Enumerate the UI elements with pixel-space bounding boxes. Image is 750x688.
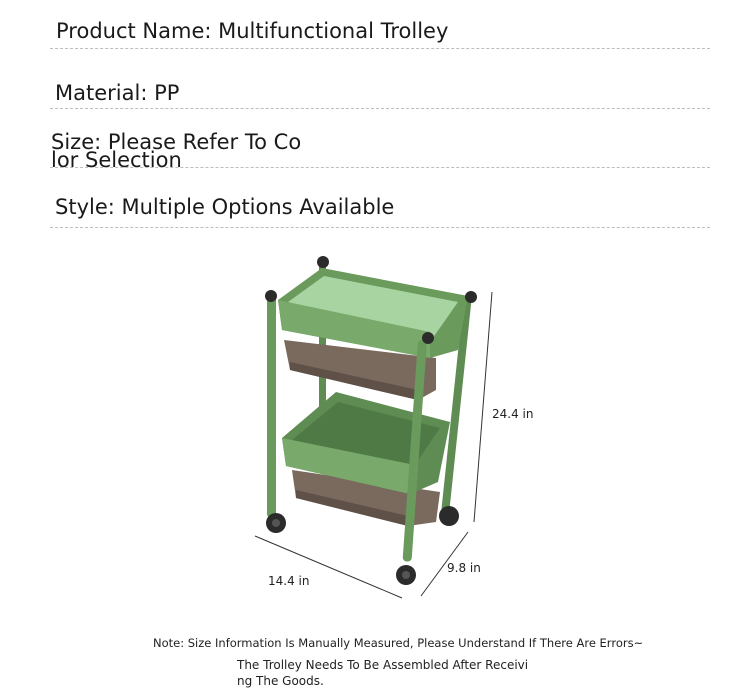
divider <box>50 227 710 228</box>
product-name-line: Product Name: Multifunctional Trolley <box>56 19 449 43</box>
post-cap <box>465 291 477 303</box>
caster-wheel <box>439 506 459 526</box>
measurement-note: Note: Size Information Is Manually Measured, Please Understand If There Are Errors~ <box>153 636 644 650</box>
depth-dimension-label: 9.8 in <box>447 561 481 575</box>
assembly-note-line-1: The Trolley Needs To Be Assembled After Receivi <box>237 658 529 672</box>
width-dimension-line <box>255 536 402 598</box>
width-dimension-label: 14.4 in <box>268 574 310 588</box>
front-left-post <box>267 296 276 518</box>
height-dimension-line <box>474 292 492 522</box>
divider <box>50 108 710 109</box>
divider <box>50 167 710 168</box>
divider <box>50 48 710 49</box>
assembly-note-line-2: ng The Goods. <box>237 674 324 688</box>
size-line-2: lor Selection <box>51 148 182 172</box>
post-cap <box>422 332 434 344</box>
material-line: Material: PP <box>55 81 180 105</box>
style-line: Style: Multiple Options Available <box>55 195 395 219</box>
post-cap <box>265 290 277 302</box>
height-dimension-label: 24.4 in <box>492 407 534 421</box>
post-cap <box>317 256 329 268</box>
trolley-illustration <box>240 250 510 610</box>
size-line-1: Size: Please Refer To Co <box>51 130 302 154</box>
